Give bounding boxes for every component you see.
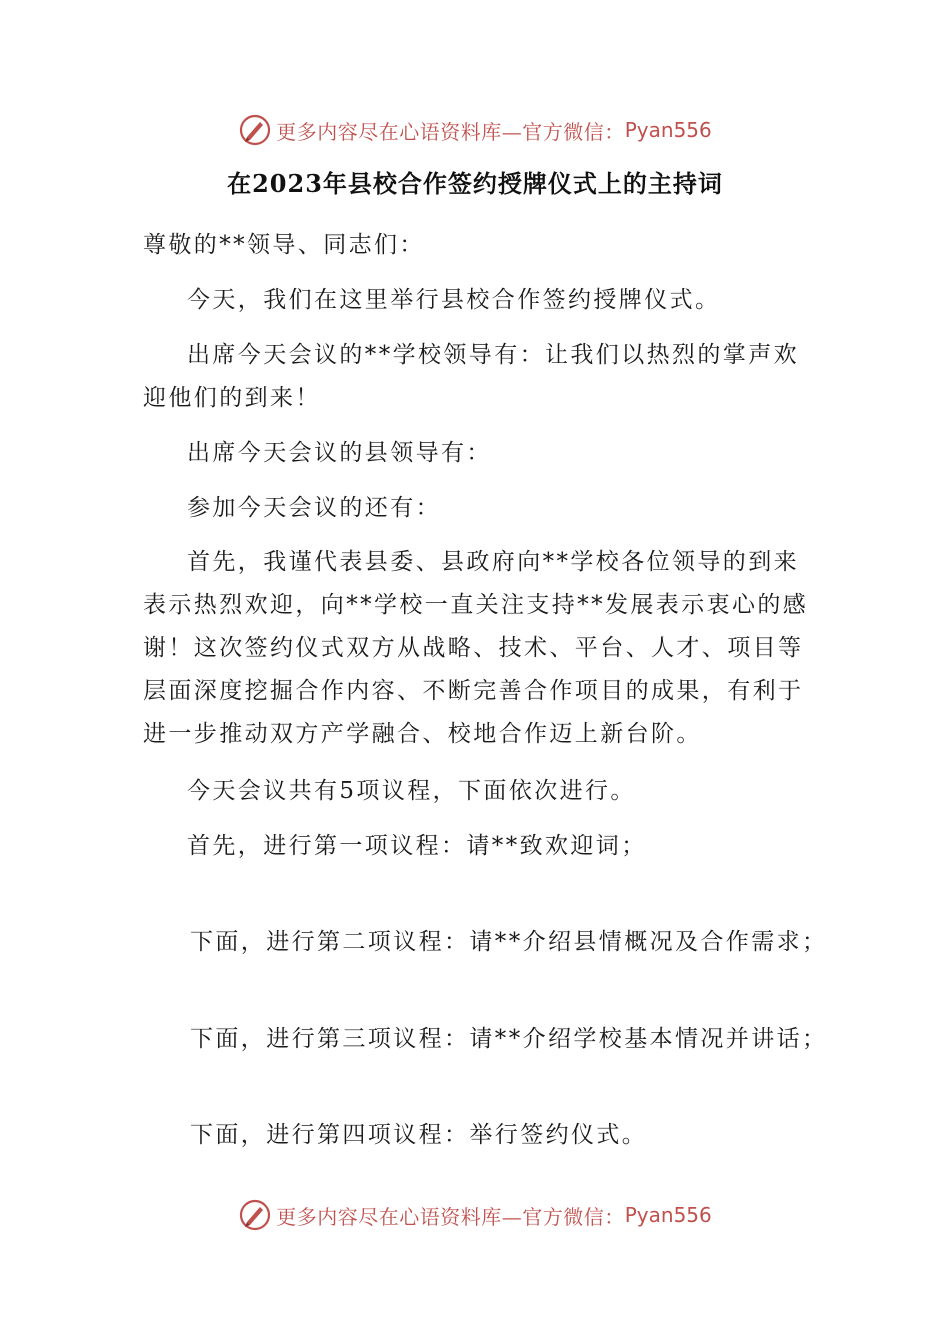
- paragraph: 出席今天会议的县领导有：: [187, 440, 492, 466]
- agenda-item: 下面，进行第二项议程：请**介绍县情概况及合作需求；: [190, 929, 828, 955]
- footer-banner: [0, 1195, 950, 1235]
- document-title: 在2023年县校合作签约授牌仪式上的主持词: [227, 169, 723, 198]
- paragraph: 首先，进行第一项议程：请**致欢迎词；: [187, 833, 647, 859]
- pen-logo-icon: [238, 113, 272, 147]
- banner-text: 更多内容尽在心语资料库—官方微信：: [276, 119, 625, 144]
- greeting: 尊敬的**领导、同志们：: [143, 232, 425, 258]
- banner-text: 更多内容尽在心语资料库—官方微信：: [276, 1204, 625, 1229]
- agenda-item: 下面，进行第三项议程：请**介绍学校基本情况并讲话；: [190, 1026, 828, 1052]
- banner-wechat-id: Pyan556: [624, 1203, 712, 1227]
- paragraph: 出席今天会议的**学校领导有：让我们以热烈的掌声欢迎他们的到来！: [143, 342, 799, 411]
- paragraph: 今天会议共有5项议程，下面依次进行。: [187, 778, 636, 804]
- paragraph: 今天，我们在这里举行县校合作签约授牌仪式。: [187, 287, 721, 313]
- paragraph: 首先，我谨代表县委、县政府向**学校各位领导的到来表示热烈欢迎，向**学校一直关注支持**发展表示衷心的感谢！这次签约仪式双方从战略、技术、平台、人才、项目等层面深度挖掘合作内容、不断完善合作项目的成果，有利于进一步推动双方产学融合、校地合作迈上新台阶。: [143, 549, 809, 747]
- agenda-item: 下面，进行第四项议程：举行签约仪式。: [190, 1122, 648, 1148]
- pen-logo-icon: [238, 1198, 272, 1232]
- paragraph: 参加今天会议的还有：: [187, 495, 441, 521]
- banner-wechat-id: Pyan556: [624, 118, 712, 142]
- header-banner: [0, 110, 950, 150]
